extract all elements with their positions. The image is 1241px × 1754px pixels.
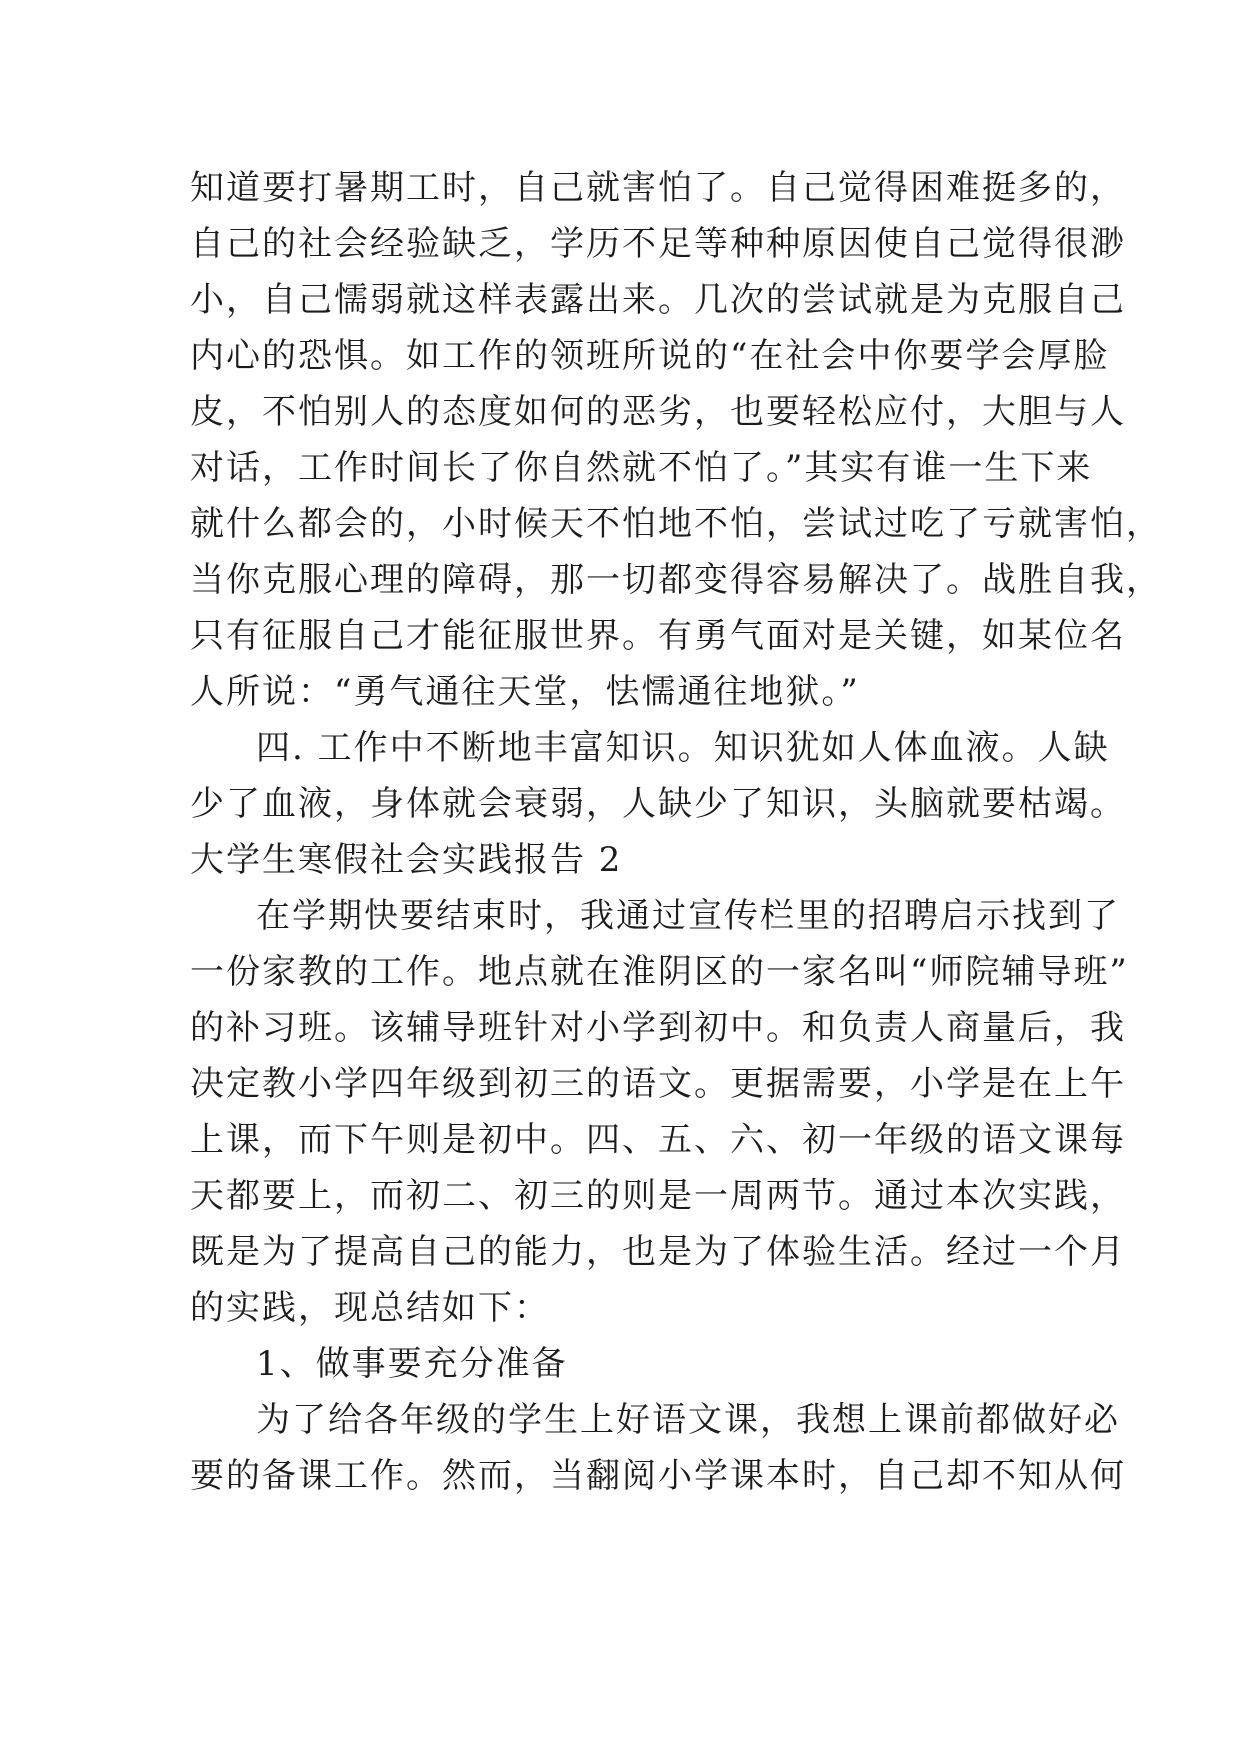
text-line: 在学期快要结束时，我通过宣传栏里的招聘启示找到了 [256, 896, 1120, 936]
text-line: 知道要打暑期工时，自己就害怕了。自己觉得困难挺多的， [190, 168, 1126, 208]
text-line: 一份家教的工作。地点就在淮阴区的一家名叫“师院辅导班” [190, 952, 1129, 992]
text-line: 内心的恐惧。如工作的领班所说的“在社会中你要学会厚脸 [190, 336, 1110, 376]
text-line: 天都要上，而初二、初三的则是一周两节。通过本次实践， [190, 1176, 1126, 1216]
document-body [190, 160, 1162, 1504]
text-line: 就什么都会的，小时候天不怕地不怕，尝试过吃了亏就害怕， [190, 504, 1162, 544]
text-line: 自己的社会经验缺乏，学历不足等种种原因使自己觉得很渺 [190, 224, 1126, 264]
text-line: 上课，而下午则是初中。四、五、六、初一年级的语文课每 [190, 1120, 1126, 1160]
text-line: 皮，不怕别人的态度如何的恶劣，也要轻松应付，大胆与人 [190, 392, 1126, 432]
text-line: 的实践，现总结如下： [190, 1288, 550, 1328]
text-line: 人所说：“勇气通往天堂，怯懦通往地狱。” [190, 672, 860, 712]
text-line: 既是为了提高自己的能力，也是为了体验生活。经过一个月 [190, 1232, 1126, 1272]
text-line: 为了给各年级的学生上好语文课，我想上课前都做好必 [256, 1400, 1120, 1440]
text-line: 决定教小学四年级到初三的语文。更据需要，小学是在上午 [190, 1064, 1126, 1104]
text-line: 的补习班。该辅导班针对小学到初中。和负责人商量后，我 [190, 1008, 1126, 1048]
text-line: 四. 工作中不断地丰富知识。知识犹如人体血液。人缺 [256, 728, 1110, 768]
text-line: 对话，工作时间长了你自然就不怕了。”其实有谁一生下来 [190, 448, 1093, 488]
text-line: 少了血液，身体就会衰弱，人缺少了知识，头脑就要枯竭。 [190, 784, 1126, 824]
text-line: 要的备课工作。然而，当翻阅小学课本时，自己却不知从何 [190, 1456, 1126, 1496]
text-line: 当你克服心理的障碍，那一切都变得容易解决了。战胜自我， [190, 560, 1162, 600]
text-line: 大学生寒假社会实践报告 2 [190, 840, 623, 880]
text-line: 1、做事要充分准备 [256, 1344, 568, 1384]
text-line: 只有征服自己才能征服世界。有勇气面对是关键，如某位名 [190, 616, 1126, 656]
text-line: 小，自己懦弱就这样表露出来。几次的尝试就是为克服自己 [190, 280, 1126, 320]
